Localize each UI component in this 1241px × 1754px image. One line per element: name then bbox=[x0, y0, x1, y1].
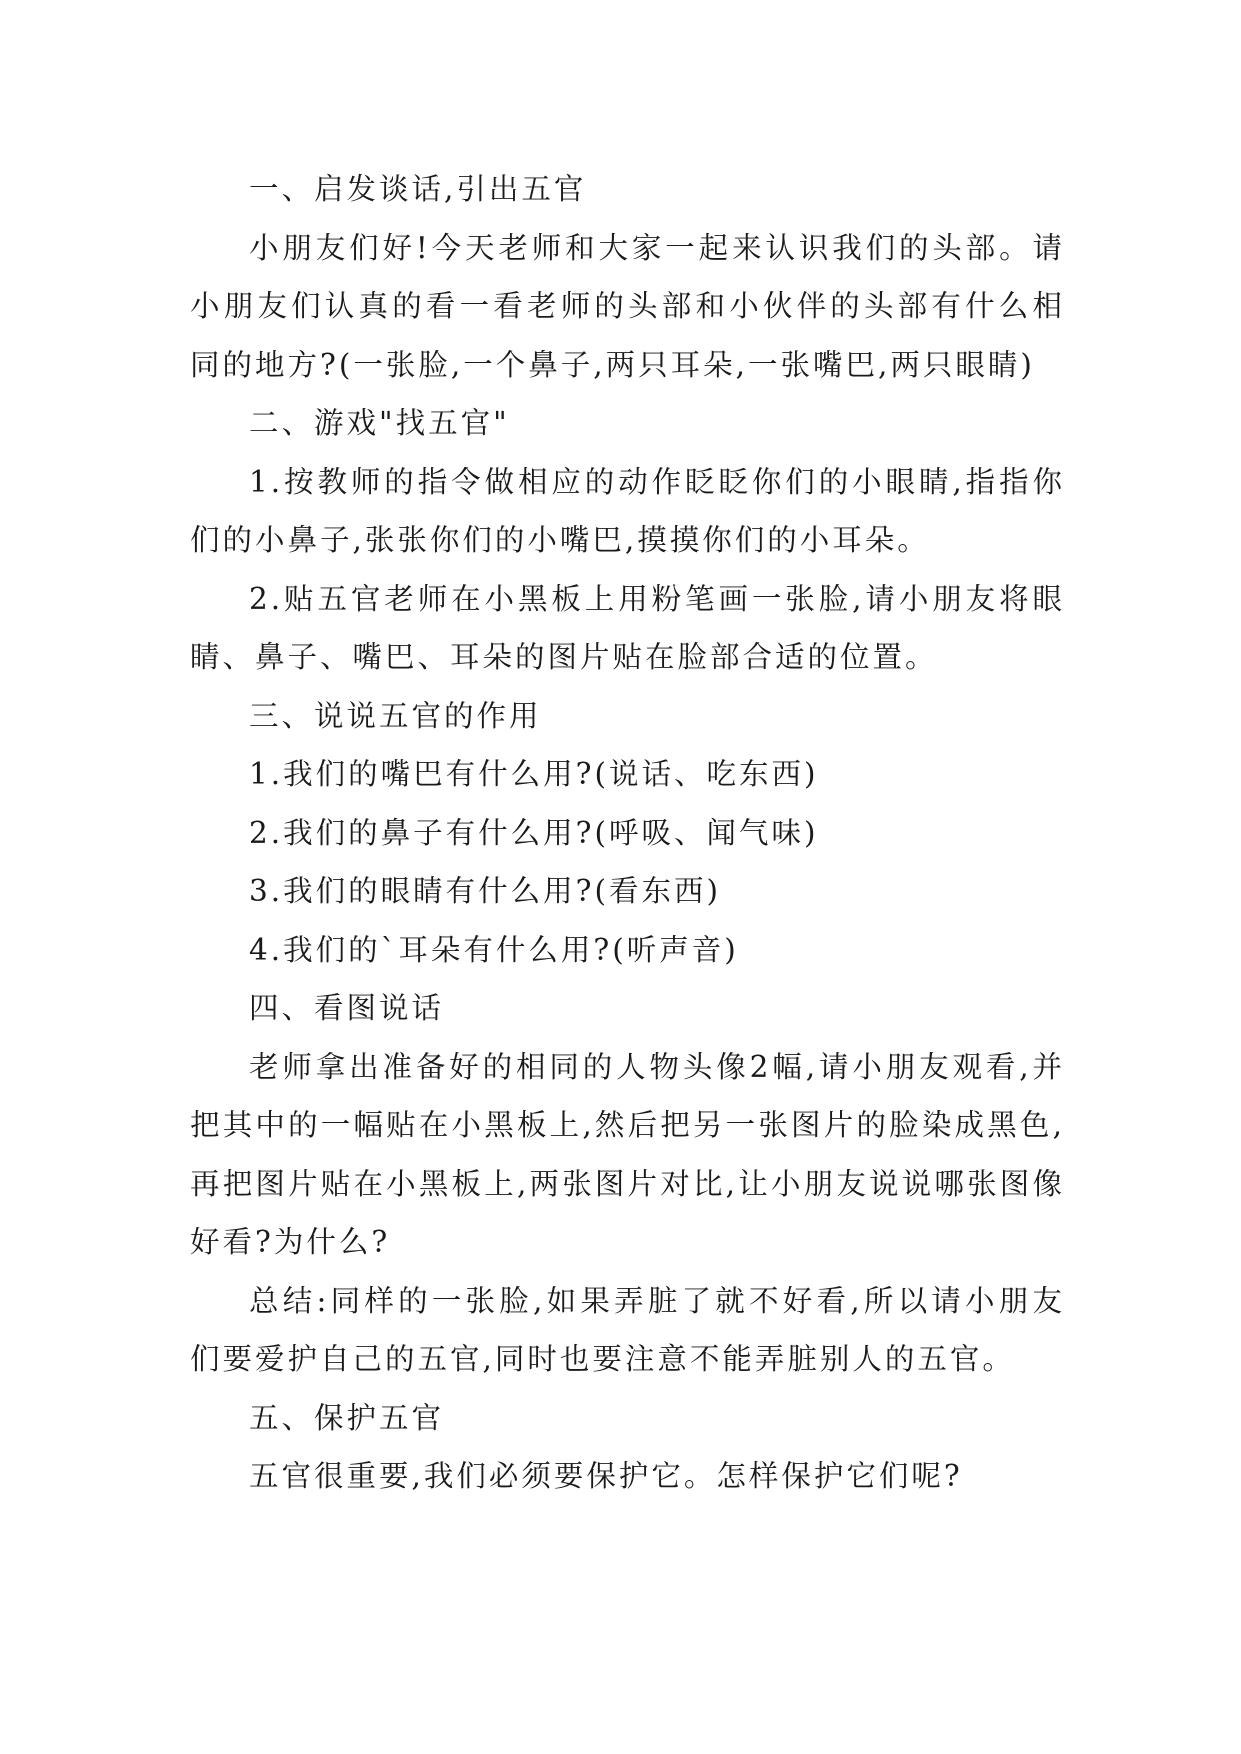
document-body bbox=[190, 160, 1065, 1506]
section-heading-1: 一、启发谈话,引出五官 bbox=[249, 172, 587, 206]
paragraph-protect: 五官很重要,我们必须要保护它。怎样保护它们呢? bbox=[249, 1459, 963, 1493]
paragraph-picture-talk: 老师拿出准备好的相同的人物头像2幅,请小朋友观看,并把其中的一幅贴在小黑板上,然后把另一张图片的脸染成黑色,再把图片贴在小黑板上,两张图片对比,让小朋友说说哪张图像好看?为什么? bbox=[190, 1049, 1065, 1259]
paragraph-eye-use: 3.我们的眼睛有什么用?(看东西) bbox=[249, 874, 721, 908]
paragraph-ear-use: 4.我们的`耳朵有什么用?(听声音) bbox=[249, 932, 739, 967]
section-heading-4: 四、看图说话 bbox=[249, 991, 445, 1025]
paragraph-summary: 总结:同样的一张脸,如果弄脏了就不好看,所以请小朋友们要爱护自己的五官,同时也要注意不能弄脏别人的五官。 bbox=[190, 1283, 1065, 1376]
section-heading-2: 二、游戏"找五官" bbox=[249, 406, 510, 440]
paragraph-intro: 小朋友们好!今天老师和大家一起来认识我们的头部。请小朋友们认真的看一看老师的头部和小伙伴的头部有什么相同的地方?(一张脸,一个鼻子,两只耳朵,一张嘴巴,两只眼睛) bbox=[190, 230, 1065, 382]
paragraph-nose-use: 2.我们的鼻子有什么用?(呼吸、闻气味) bbox=[249, 815, 819, 850]
section-heading-3: 三、说说五官的作用 bbox=[249, 698, 542, 733]
paragraph-game-step-2: 2.贴五官老师在小黑板上用粉笔画一张脸,请小朋友将眼睛、鼻子、嘴巴、耳朵的图片贴在脸部合适的位置。 bbox=[190, 581, 1065, 674]
section-heading-5: 五、保护五官 bbox=[249, 1400, 445, 1435]
paragraph-mouth-use: 1.我们的嘴巴有什么用?(说话、吃东西) bbox=[249, 757, 819, 791]
paragraph-game-step-1: 1.按教师的指令做相应的动作眨眨你们的小眼睛,指指你们的小鼻子,张张你们的小嘴巴,摸摸你们的小耳朵。 bbox=[190, 464, 1065, 557]
